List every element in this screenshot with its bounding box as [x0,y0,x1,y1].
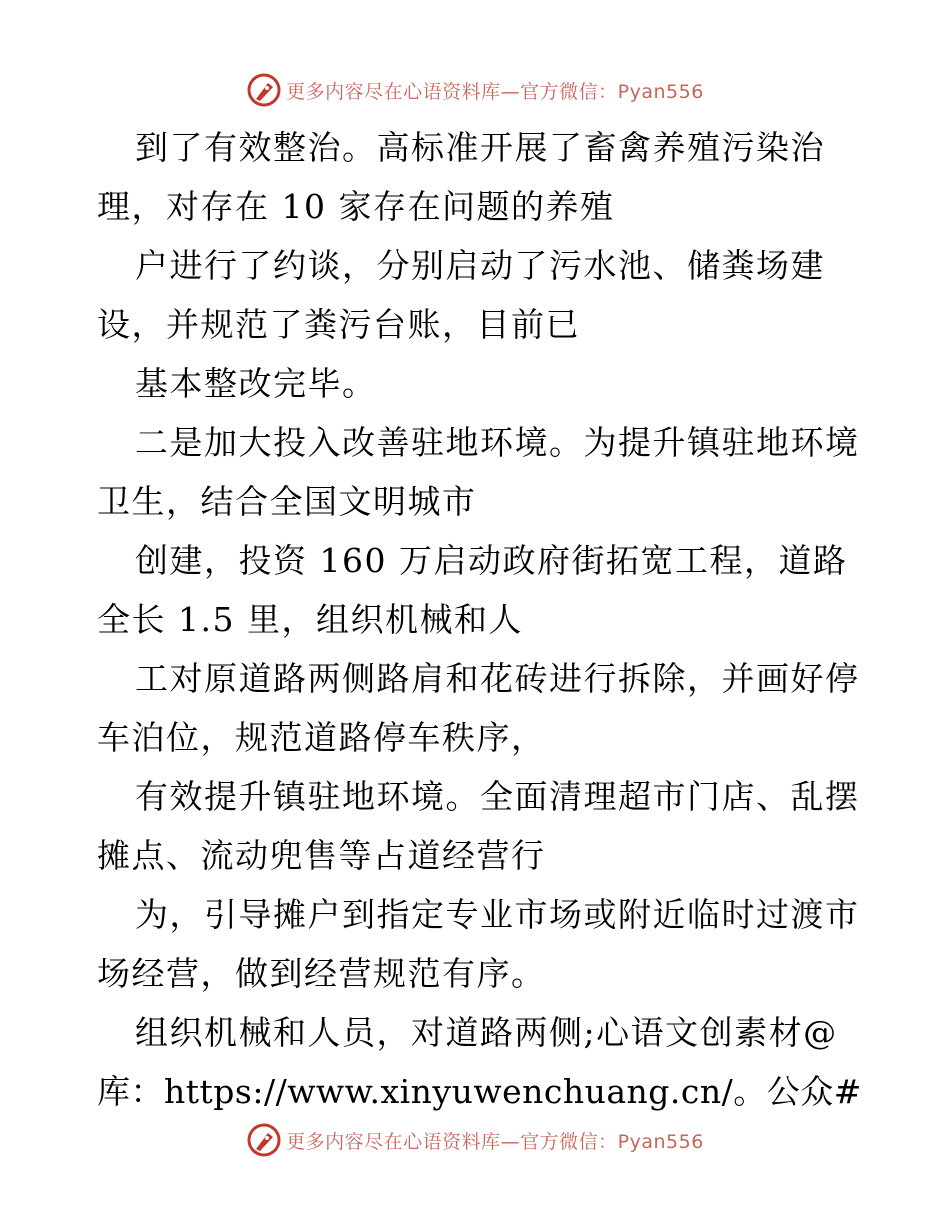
header-banner [0,72,950,108]
pen-nib-logo-icon [246,72,282,108]
body-line: 库：https://www.xinyuwenchuang.cn/。公众# [97,1072,862,1111]
body-line: 组织机械和人员，对道路两侧;心语文创素材@ [135,1013,838,1052]
body-line: 基本整改完毕。 [135,364,377,403]
body-line: 工对原道路两侧路肩和花砖进行拆除，并画好停 [135,659,860,698]
body-line: 到了有效整治。高标准开展了畜禽养殖污染治 [135,128,825,167]
body-line: 设，并规范了粪污台账，目前已 [97,305,580,344]
document-body [97,118,862,1121]
body-line: 理，对存在 10 家存在问题的养殖 [97,187,615,226]
body-line: 为，引导摊户到指定专业市场或附近临时过渡市 [135,895,860,934]
body-line: 卫生，结合全国文明城市 [97,482,477,521]
body-line: 户进行了约谈，分别启动了污水池、储粪场建 [135,246,825,285]
footer-banner [0,1122,950,1158]
footer-banner-text: 更多内容尽在心语资料库—官方微信：Pyan556 [286,1130,704,1153]
header-banner-text: 更多内容尽在心语资料库—官方微信：Pyan556 [286,80,704,103]
body-line: 有效提升镇驻地环境。全面清理超市门店、乱摆 [135,777,860,816]
body-line: 创建，投资 160 万启动政府街拓宽工程，道路 [135,541,848,580]
body-line: 场经营，做到经营规范有序。 [97,954,546,993]
body-line: 摊点、流动兜售等占道经营行 [97,836,546,875]
body-line: 车泊位，规范道路停车秩序， [97,718,546,757]
body-line: 二是加大投入改善驻地环境。为提升镇驻地环境 [135,423,860,462]
body-line: 全长 1.5 里，组织机械和人 [97,600,523,639]
pen-nib-logo-icon [246,1122,282,1158]
